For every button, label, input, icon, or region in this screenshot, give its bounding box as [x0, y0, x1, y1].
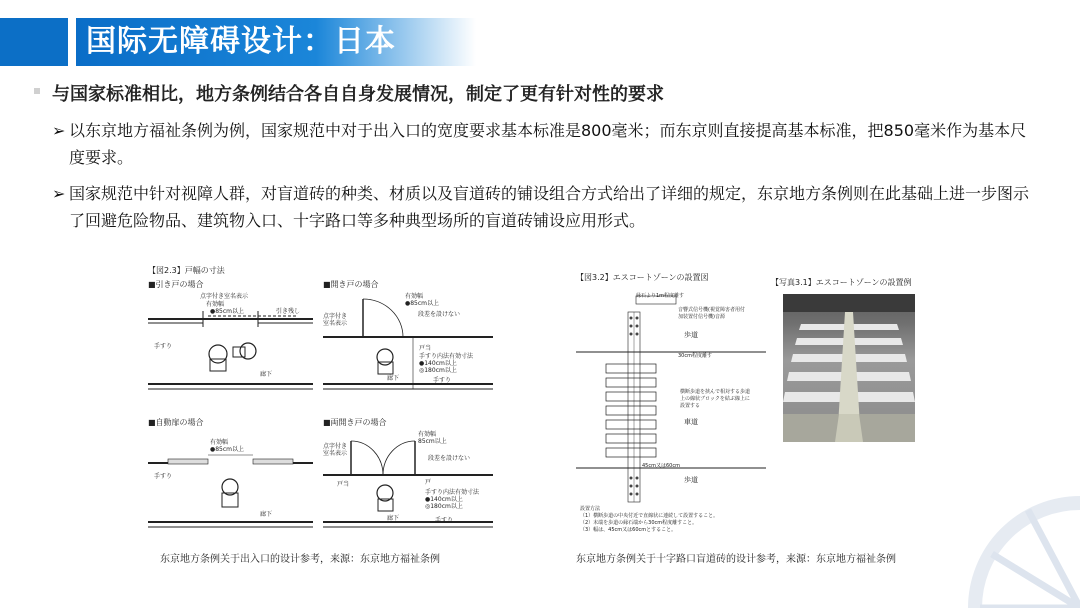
method-title: 設置方法 — [580, 506, 601, 512]
note: 室名表示 — [323, 320, 348, 327]
note: ●140cm以上 — [419, 360, 457, 367]
method-item: （1）横断歩道の中央付近で直線状に連続して設置すること。 — [580, 513, 719, 519]
note: 廊下 — [387, 375, 400, 382]
note: 横断歩道を挟んで相対する歩道上の線状ブロックを結ぶ線上に設置する — [680, 389, 751, 409]
corner-decoration-icon — [930, 458, 1080, 608]
figure-heading: 【図2.3】戸幅の寸法 — [148, 266, 225, 275]
note: 音響式信号機(視覚障害者用付加装置付信号機)音源 — [678, 307, 745, 320]
note: 手すり内法有効寸法 — [419, 353, 474, 360]
bullet-text: 国家规范中针对视障人群，对盲道砖的种类、材质以及盲道砖的铺设组合方式给出了详细的规定，东京地方条例则在此基础上进一步图示了回避危险物品、建筑物入口、十字路口等多种典型场所的盲道砖铺设应用形式。 — [69, 184, 1030, 230]
note: 手すり内法有効寸法 — [425, 489, 480, 496]
subtitle-dot — [34, 88, 40, 94]
panel-title: ■自動扉の場合 — [148, 418, 204, 427]
figure-caption-left: 东京地方条例关于出入口的设计参考，来源：东京地方福祉条例 — [160, 554, 440, 565]
note: 歩道 — [684, 476, 698, 484]
note: ◎180cm以上 — [425, 503, 463, 510]
double-door-diagram — [323, 427, 493, 537]
escort-zone-photo — [783, 294, 915, 442]
arrow-bullet-icon: ➢ — [52, 184, 66, 203]
note: 手すり — [433, 377, 452, 384]
note: 段差を設けない — [418, 311, 461, 318]
bullet-item — [52, 117, 1037, 171]
note: 点字付き — [323, 443, 348, 450]
panel-title: ■引き戸の場合 — [148, 280, 204, 289]
note: 手すり — [154, 343, 173, 350]
crosswalk-photo-svg — [783, 294, 915, 442]
note: 引き残し — [276, 308, 301, 315]
note: 有効幅 — [210, 439, 229, 446]
photo-heading: 【写真3.1】エスコートゾーンの設置例 — [771, 278, 912, 287]
note: 廊下 — [260, 371, 273, 378]
arrow-bullet-icon: ➢ — [52, 121, 66, 140]
note: 有効幅 — [206, 301, 225, 308]
bullet-item — [52, 180, 1037, 234]
note: 85cm以上 — [418, 438, 447, 445]
note: 45cm又は60cm — [642, 463, 680, 469]
note: ●85cm以上 — [405, 300, 440, 307]
installation-method — [580, 506, 718, 534]
note: 手すり — [435, 517, 454, 524]
note: 廊下 — [260, 511, 273, 518]
note: 戸 — [425, 479, 432, 486]
note: 車道 — [684, 418, 698, 426]
bullet-text: 以东京地方福祉条例为例，国家规范中对于出入口的宽度要求基本标准是800毫米；而东京则直接提高基本标准，把850毫米作为基本尺度要求。 — [69, 121, 1027, 167]
sliding-door-diagram — [148, 289, 313, 399]
note: ●85cm以上 — [210, 308, 245, 315]
header-accent-block — [0, 18, 68, 66]
method-item: （2）末端を歩道の縁石端から30cm程度離すこと。 — [580, 520, 698, 526]
figure-escort-zone — [576, 272, 766, 532]
note: ●85cm以上 — [210, 446, 245, 453]
note: 有効幅 — [418, 431, 437, 438]
note: 点字付き — [323, 313, 348, 320]
automatic-door-diagram — [148, 427, 313, 537]
note: ●140cm以上 — [425, 496, 463, 503]
note: 手すり — [154, 473, 173, 480]
note: 点字付き室名表示 — [200, 293, 249, 300]
figure-caption-right: 东京地方条例关于十字路口盲道砖的设计参考，来源：东京地方福祉条例 — [576, 554, 896, 565]
subtitle: 与国家标准相比，地方条例结合各自自身发展情况，制定了更有针对性的要求 — [52, 84, 664, 105]
method-item: （3）幅は、45cm又は60cmとすること。 — [580, 527, 677, 533]
note: ◎180cm以上 — [419, 367, 457, 374]
figure-heading: 【図3.2】エスコートゾーンの設置図 — [576, 273, 709, 282]
note: 室名表示 — [323, 450, 348, 457]
note: 有効幅 — [405, 293, 424, 300]
note: 戸当 — [419, 345, 432, 352]
hinged-door-diagram — [323, 289, 493, 399]
note: 戸当 — [337, 481, 350, 488]
note: 廊下 — [387, 515, 400, 522]
panel-title: ■開き戸の場合 — [323, 280, 379, 289]
figure-door-widths — [148, 265, 493, 555]
note: 段差を設けない — [428, 455, 471, 462]
note: 縁石より1m程度離す — [636, 293, 685, 299]
page-title: 国际无障碍设计：日本 — [86, 24, 396, 59]
panel-title: ■両開き戸の場合 — [323, 418, 387, 427]
note: 30cm程度離す — [678, 353, 712, 359]
note: 歩道 — [684, 331, 698, 339]
